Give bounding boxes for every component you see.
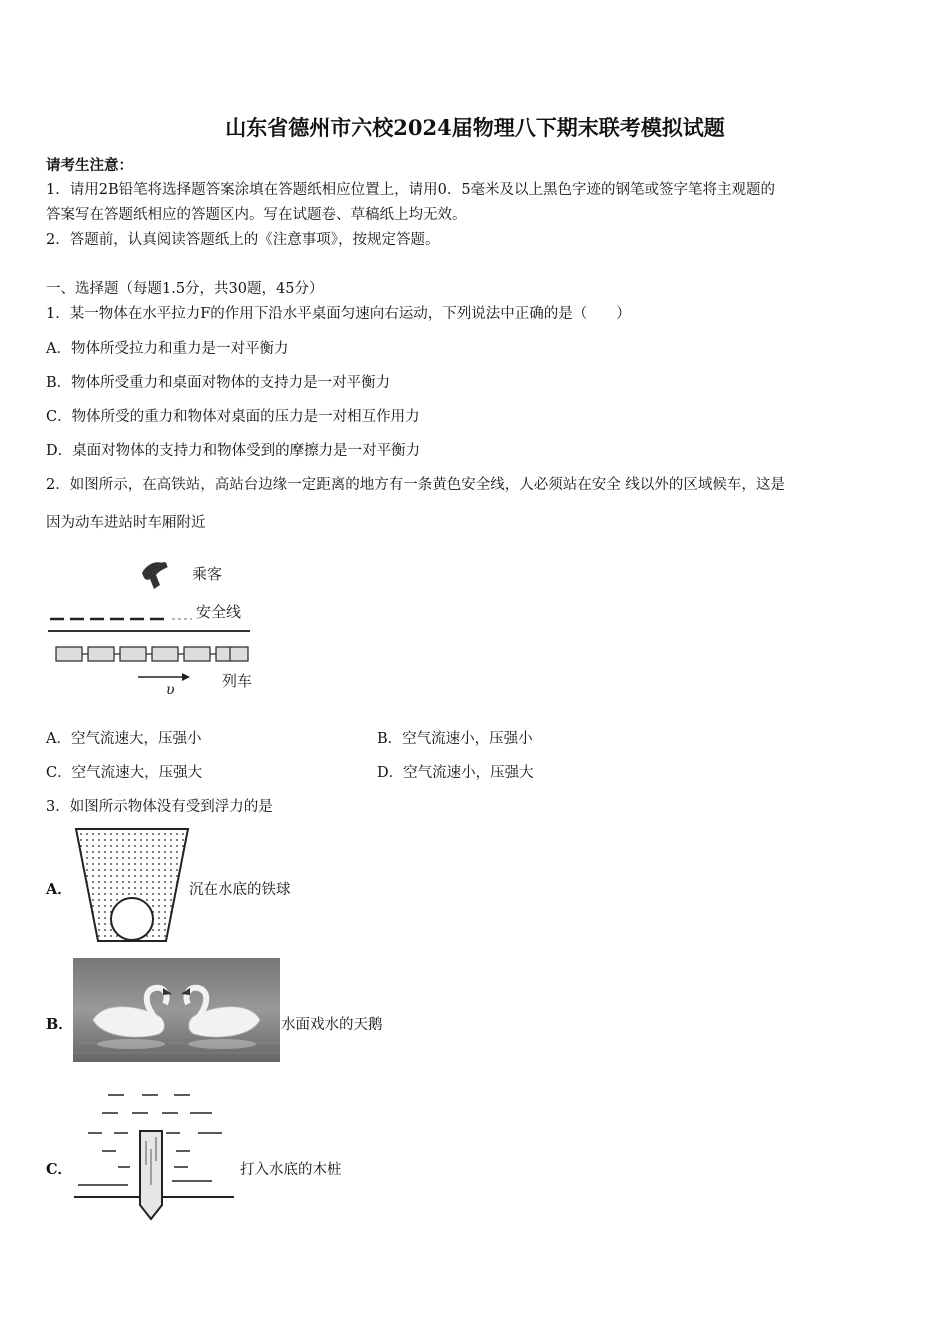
passenger-label: 乘客 [192, 565, 223, 583]
notice-line-1b: 答案写在答题纸相应的答题区内。写在试题卷、草稿纸上均无效。 [46, 207, 467, 223]
passenger-icon [142, 562, 168, 589]
q3-option-c-text: 打入水底的木桩 [240, 1162, 342, 1178]
safety-line-label: 安全线 [196, 603, 242, 621]
q3-option-b-letter: B． [46, 1016, 73, 1033]
q1-option-d: D．桌面对物体的支持力和物体受到的摩擦力是一对平衡力 [46, 443, 421, 459]
q1-stem: 1．某一物体在水平拉力F的作用下沿水平桌面匀速向右运动，下列说法中正确的是（ ） [46, 306, 631, 322]
iron-ball [111, 898, 153, 940]
q3-option-c-letter: C． [46, 1161, 73, 1178]
train-cars [56, 647, 248, 661]
q2-option-c: C．空气流速大，压强大 [46, 765, 203, 781]
q2-option-a: A．空气流速大，压强小 [46, 731, 202, 747]
page-title: 山东省德州市六校2024届物理八下期末联考模拟试题 [225, 115, 725, 140]
section-heading: 一、选择题（每题1.5分，共30题，45分） [46, 281, 324, 297]
q2-stem-line-1: 2．如图所示，在高铁站，高站台边缘一定距离的地方有一条黄色安全线，人必须站在安全 线以外的区域候车，这是 [46, 477, 785, 493]
velocity-arrow-icon [138, 673, 190, 681]
notice-line-2: 2．答题前，认真阅读答题纸上的《注意事项》，按规定答题。 [46, 232, 440, 248]
notice-heading: 请考生注意： [46, 157, 133, 174]
swans-photo [73, 958, 280, 1062]
q2-stem-line-2: 因为动车进站时车厢附近 [46, 515, 206, 531]
iron-ball-container [72, 825, 192, 945]
q2-option-d: D．空气流速小，压强大 [377, 765, 534, 781]
q1-option-a: A．物体所受拉力和重力是一对平衡力 [46, 341, 289, 357]
q2-option-b: B．空气流速小，压强小 [377, 731, 533, 747]
q3-stem: 3．如图所示物体没有受到浮力的是 [46, 799, 273, 815]
velocity-label: υ [166, 682, 175, 698]
notice-line-1a: 1．请用2B铅笔将选择题答案涂填在答题纸相应位置上，请用0．5毫米及以上黑色字迹的钢笔或签字笔将主观题的 [46, 182, 776, 198]
stake-icon [140, 1131, 162, 1219]
train-label: 列车 [222, 672, 253, 690]
q3-option-a-letter: A． [46, 881, 72, 898]
q3-option-a-text: 沉在水底的铁球 [189, 882, 291, 898]
q3-option-b-text: 水面戏水的天鹅 [281, 1017, 383, 1033]
q1-option-b: B．物体所受重力和桌面对物体的支持力是一对平衡力 [46, 375, 391, 391]
q1-option-c: C．物体所受的重力和物体对桌面的压力是一对相互作用力 [46, 409, 420, 425]
wooden-stake-diagram [72, 1085, 242, 1225]
